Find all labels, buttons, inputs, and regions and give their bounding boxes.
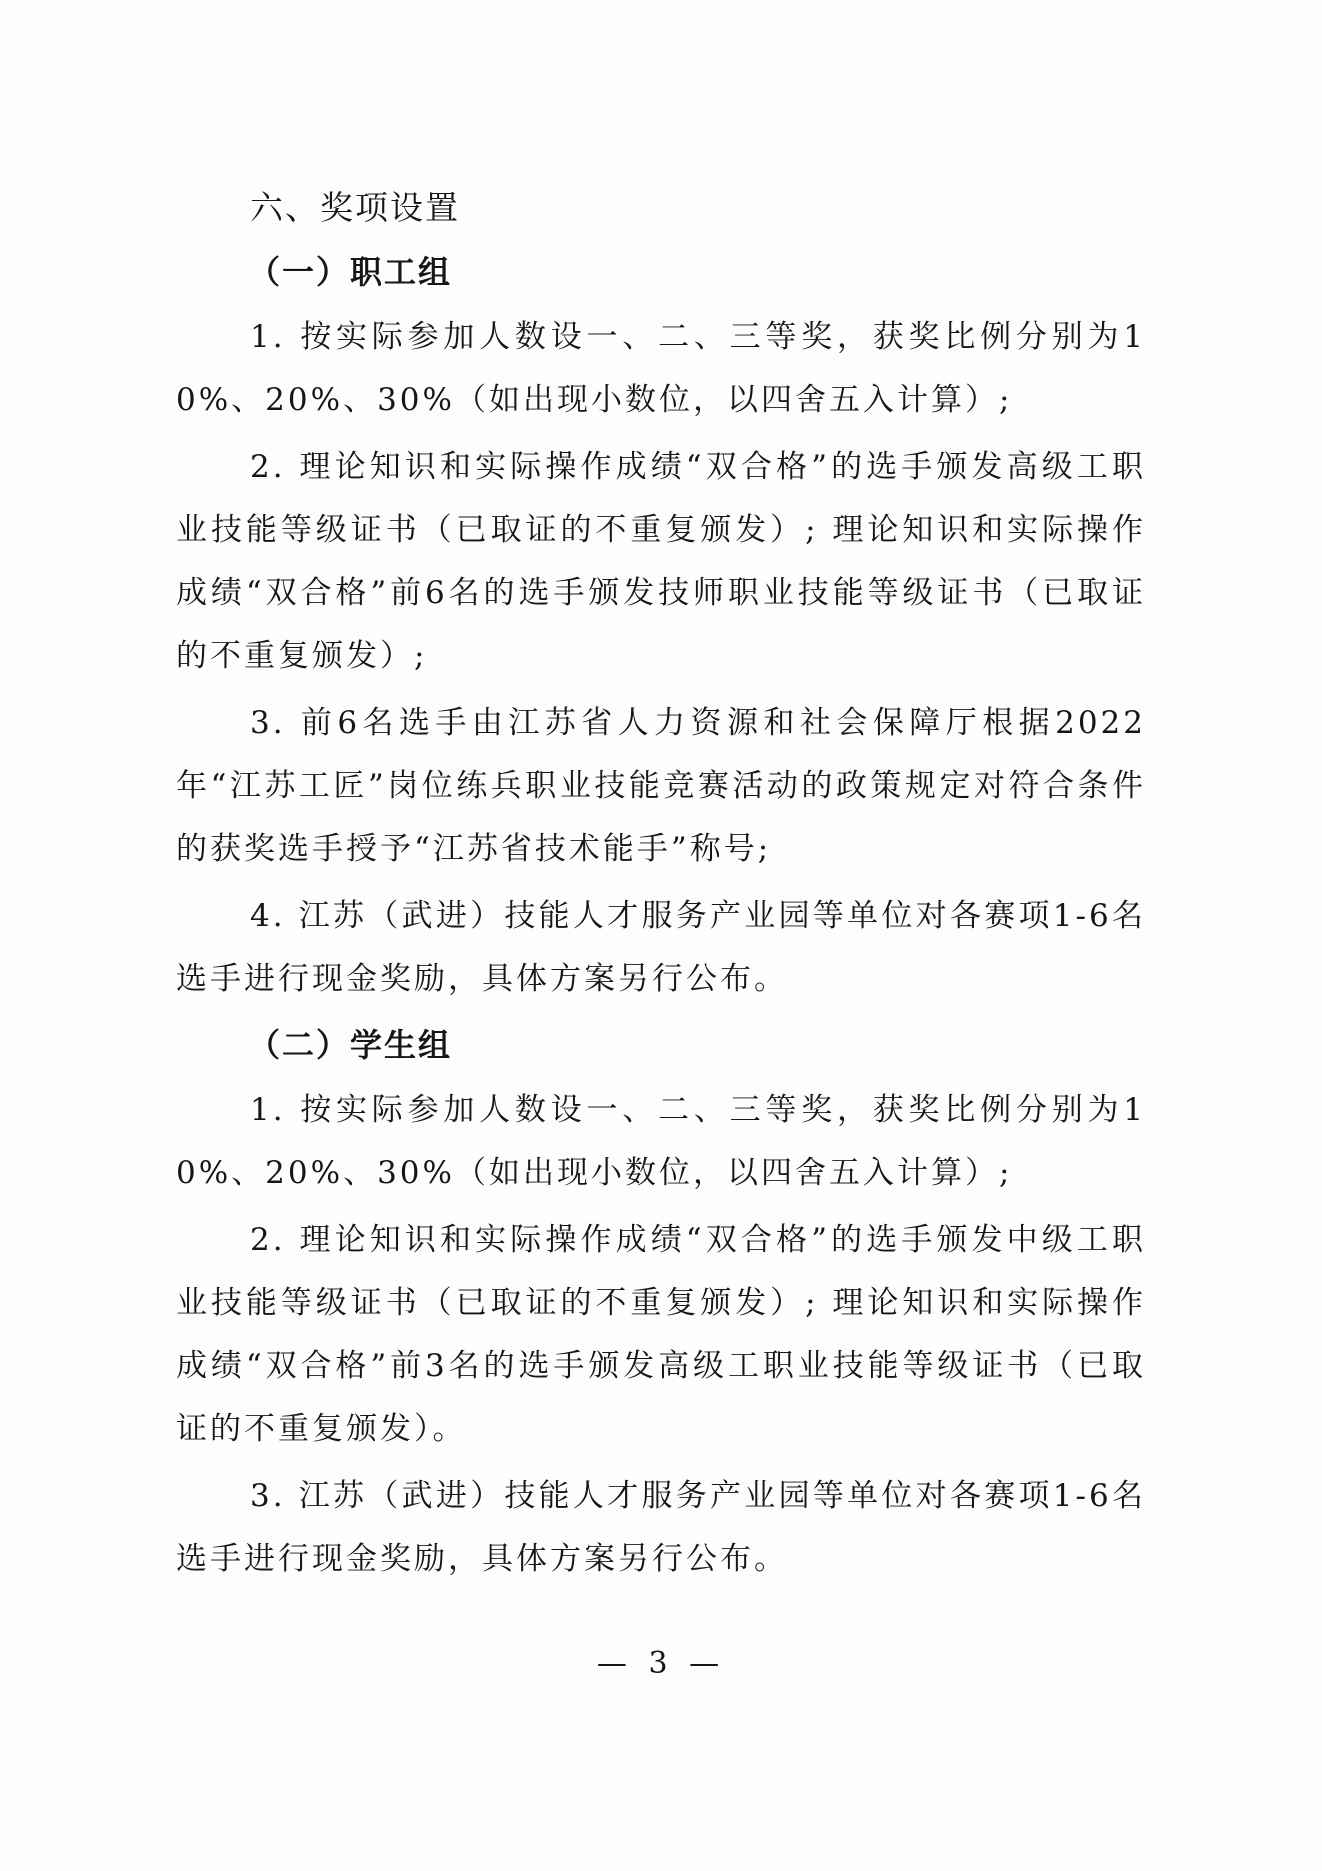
- group-title-student: （二）学生组: [248, 1026, 453, 1064]
- student-item-1: 1. 按实际参加人数设一、二、三等奖，获奖比例分别为10%、20%、30%（如出现小数位，以四舍五入计算）;: [176, 1092, 1146, 1191]
- section-title: 六、奖项设置: [250, 188, 460, 227]
- document-body: [176, 178, 1146, 1595]
- group-title-staff: （一）职工组: [248, 253, 453, 291]
- staff-item-3: 3. 前6名选手由江苏省人力资源和社会保障厅根据2022年“江苏工匠”岗位练兵职业技能竞赛活动的政策规定对符合条件的获奖选手授予“江苏省技术能手”称号;: [176, 705, 1146, 867]
- staff-item-4: 4. 江苏（武进）技能人才服务产业园等单位对各赛项1-6名选手进行现金奖励，具体方案另行公布。: [176, 898, 1146, 997]
- student-item-2: 2. 理论知识和实际操作成绩“双合格”的选手颁发中级工职业技能等级证书（已取证的不重复颁发）; 理论知识和实际操作成绩“双合格”前3名的选手颁发高级工职业技能等级证书（已取证的不重复颁发）。: [176, 1222, 1146, 1447]
- staff-item-1: 1. 按实际参加人数设一、二、三等奖，获奖比例分别为10%、20%、30%（如出现小数位，以四舍五入计算）;: [176, 319, 1146, 418]
- staff-item-2: 2. 理论知识和实际操作成绩“双合格”的选手颁发高级工职业技能等级证书（已取证的不重复颁发）; 理论知识和实际操作成绩“双合格”前6名的选手颁发技师职业技能等级证书（已取证的不重复颁发）;: [176, 449, 1146, 674]
- student-item-3: 3. 江苏（武进）技能人才服务产业园等单位对各赛项1-6名选手进行现金奖励，具体方案另行公布。: [176, 1478, 1146, 1577]
- page-number: — 3 —: [596, 1646, 726, 1681]
